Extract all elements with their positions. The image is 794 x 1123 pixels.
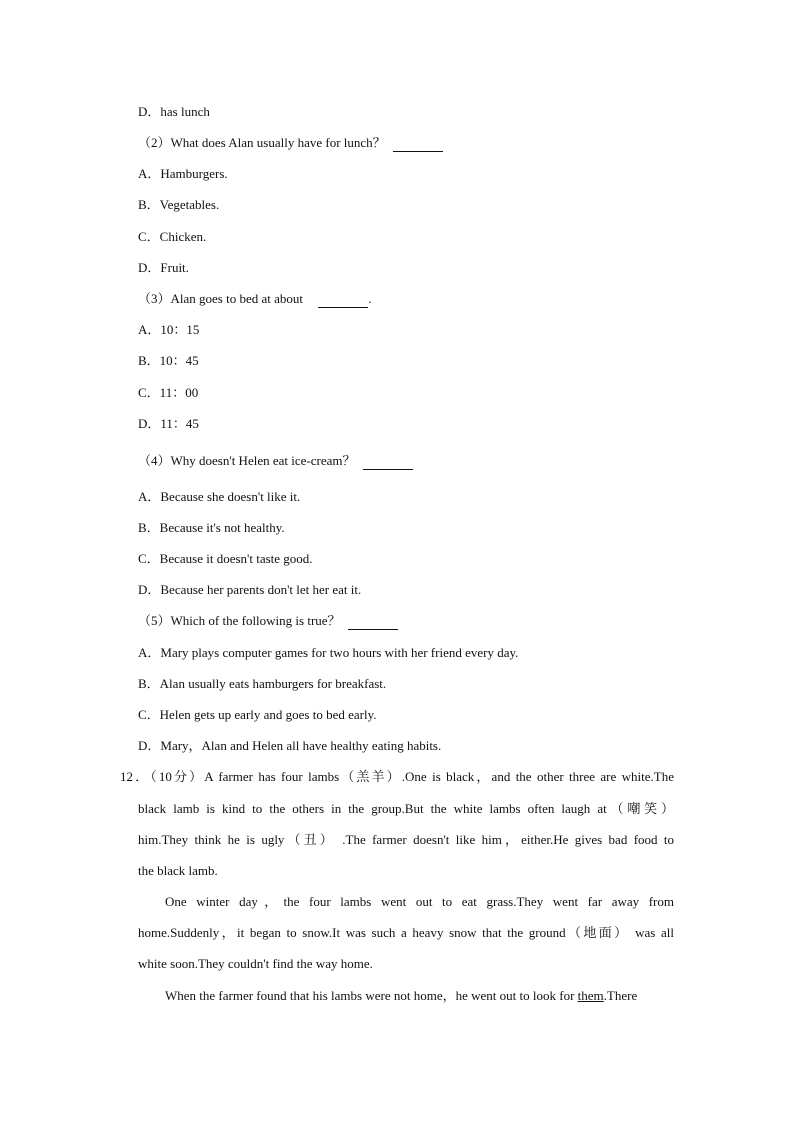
option-d-prev: D．has lunch	[138, 104, 210, 119]
question-2-option-a: A．Hamburgers.	[138, 166, 228, 181]
question-2-text: （2）What does Alan usually have for lunch？	[138, 135, 386, 150]
question-3-option-a: A．10：15	[138, 322, 200, 337]
question-12-line-4: the black lamb.	[138, 863, 218, 878]
question-12-line-2: black lamb is kind to the others in the group.But the white lambs often laugh at（嘲笑）	[138, 801, 674, 816]
answer-blank	[348, 613, 398, 630]
period: .	[368, 291, 372, 306]
question-4-option-a: A．Because she doesn't like it.	[138, 489, 301, 504]
question-2	[138, 135, 443, 152]
underlined-word: them	[577, 988, 604, 1003]
paragraph-3-text-end: .There	[603, 988, 638, 1003]
question-3-option-c: C．11：00	[138, 385, 199, 400]
question-12-line-1: 12．（10分）A farmer has four lambs（羔羊）.One is black，and the other three are white.The	[120, 769, 674, 784]
passage-paragraph-2-line-1: One winter day，the four lambs went out to eat grass.They went far away from	[165, 894, 674, 909]
question-5	[138, 613, 398, 630]
question-3	[138, 291, 372, 308]
question-2-option-d: D．Fruit.	[138, 260, 189, 275]
answer-blank	[318, 291, 368, 308]
question-4-text: （4）Why doesn't Helen eat ice-cream？	[138, 453, 356, 468]
paragraph-3-text: When the farmer found that his lambs were not home，he went out to look for	[165, 988, 578, 1003]
question-4-option-d: D．Because her parents don't let her eat it.	[138, 582, 362, 597]
passage-paragraph-2-line-3: white soon.They couldn't find the way home.	[138, 956, 373, 971]
question-3-text: （3）Alan goes to bed at about	[138, 291, 303, 306]
question-3-option-b: B．10：45	[138, 353, 199, 368]
passage-paragraph-2-line-2: home.Suddenly，it began to snow.It was such a heavy snow that the ground（地面） was all	[138, 925, 674, 940]
question-3-option-d: D．11：45	[138, 416, 199, 431]
question-4	[138, 453, 413, 470]
question-2-option-b: B．Vegetables.	[138, 197, 220, 212]
question-4-option-c: C．Because it doesn't taste good.	[138, 551, 313, 566]
answer-blank	[393, 135, 443, 152]
question-12-line-3: him.They think he is ugly（丑） .The farmer doesn't like him，either.He gives bad food to	[138, 832, 674, 847]
question-5-option-a: A．Mary plays computer games for two hours with her friend every day.	[138, 645, 519, 660]
question-5-option-b: B．Alan usually eats hamburgers for breakfast.	[138, 676, 387, 691]
question-2-option-c: C．Chicken.	[138, 229, 207, 244]
question-5-option-c: C．Helen gets up early and goes to bed early.	[138, 707, 377, 722]
question-5-option-d: D．Mary，Alan and Helen all have healthy eating habits.	[138, 738, 442, 753]
answer-blank	[363, 453, 413, 470]
question-4-option-b: B．Because it's not healthy.	[138, 520, 285, 535]
question-5-text: （5）Which of the following is true？	[138, 613, 341, 628]
passage-paragraph-3-line-1	[165, 988, 637, 1004]
